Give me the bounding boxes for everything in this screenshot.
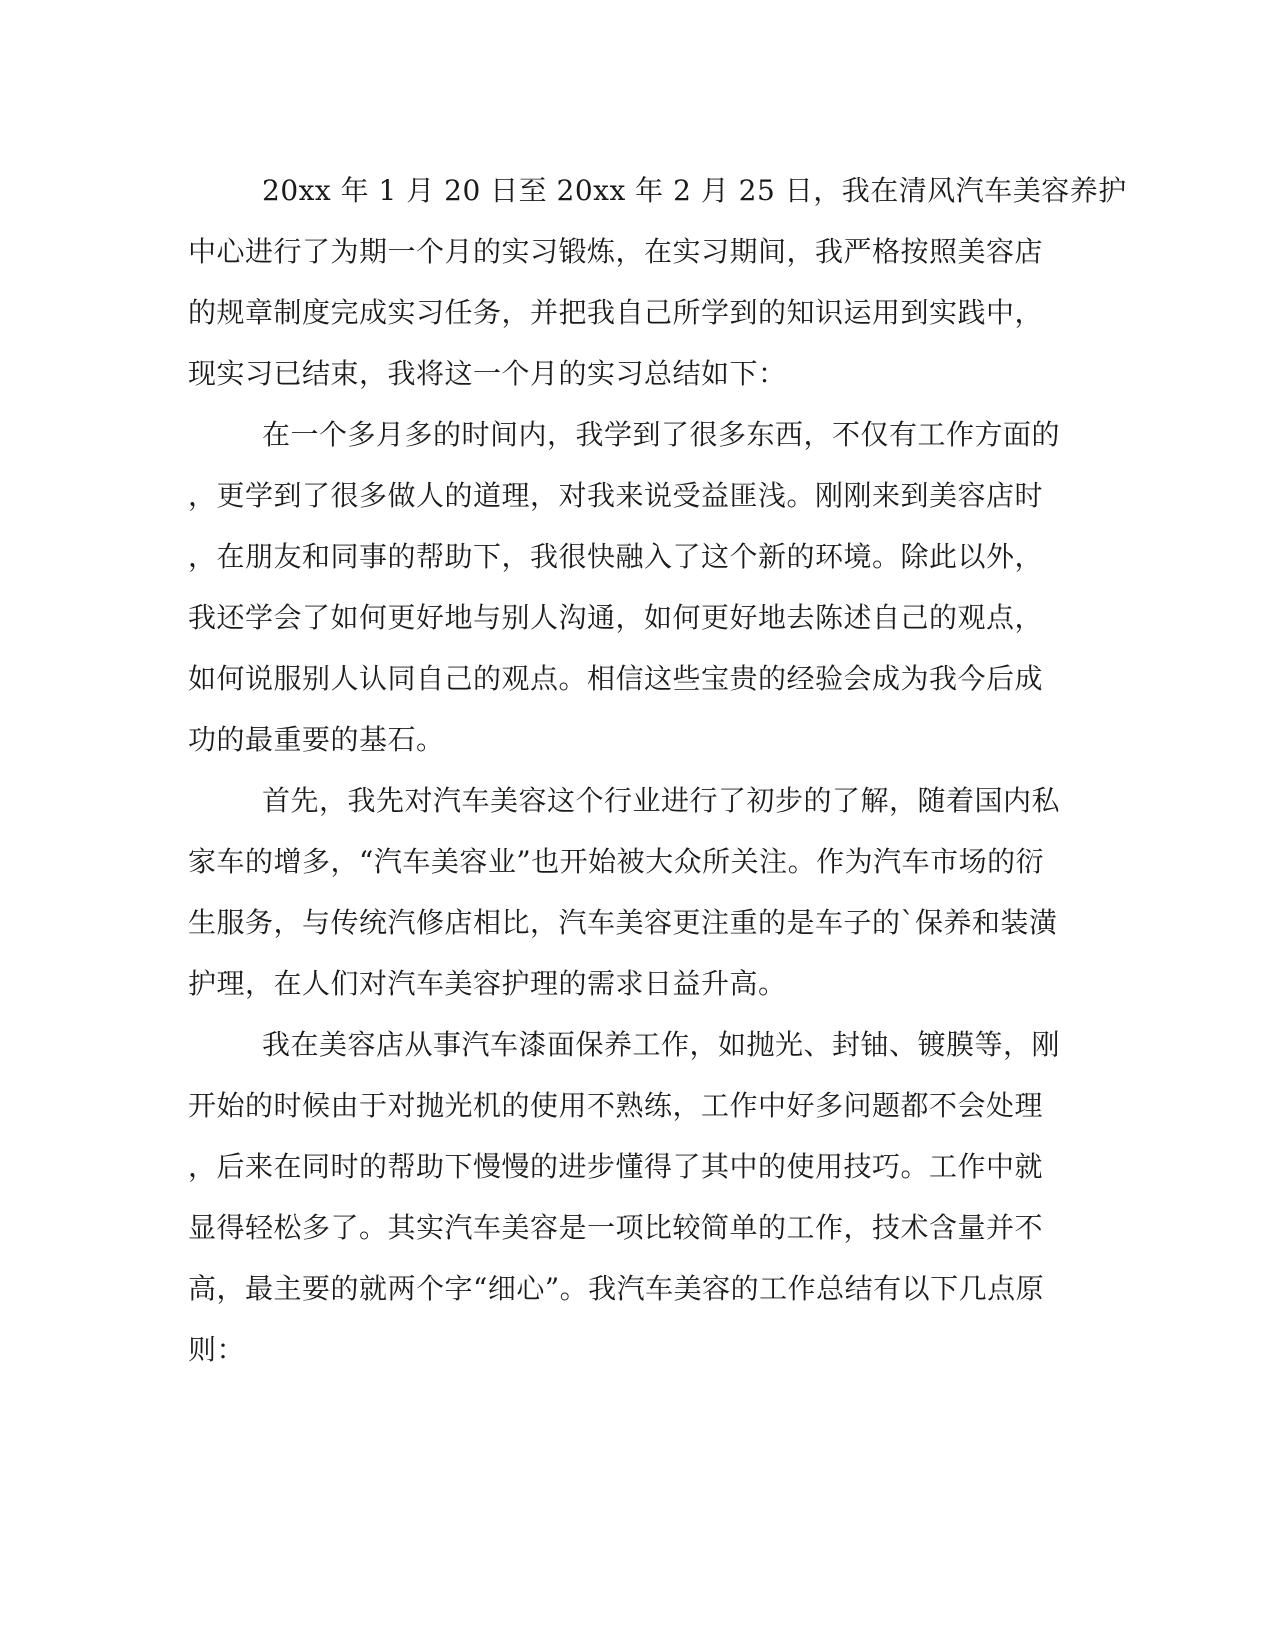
paragraph-line: 20xx 年 1 月 20 日至 20xx 年 2 月 25 日，我在清风汽车美容养护 (262, 174, 1127, 207)
paragraph-line: ，在朋友和同事的帮助下，我很快融入了这个新的环境。除此以外， (188, 540, 1044, 573)
paragraph-2 (188, 404, 1068, 770)
paragraph-3 (188, 770, 1068, 1014)
paragraph-line: 家车的增多，“汽车美容业”也开始被大众所关注。作为汽车市场的衍 (188, 845, 1045, 878)
paragraph-line: 护理，在人们对汽车美容护理的需求日益升高。 (188, 967, 787, 1000)
paragraph-line: 首先，我先对汽车美容这个行业进行了初步的了解，随着国内私 (262, 784, 1061, 817)
paragraph-line: 如何说服别人认同自己的观点。相信这些宝贵的经验会成为我今后成 (188, 662, 1044, 695)
paragraph-line: 我在美容店从事汽车漆面保养工作，如抛光、封铀、镀膜等，刚 (262, 1028, 1061, 1061)
paragraph-line: ，更学到了很多做人的道理，对我来说受益匪浅。刚刚来到美容店时 (188, 479, 1044, 512)
paragraph-line: 我还学会了如何更好地与别人沟通，如何更好地去陈述自己的观点， (188, 601, 1044, 634)
paragraph-line: 的规章制度完成实习任务，并把我自己所学到的知识运用到实践中， (188, 296, 1044, 329)
paragraph-line: 生服务，与传统汽修店相比，汽车美容更注重的是车子的`保养和装潢 (188, 906, 1058, 939)
paragraph-line: 开始的时候由于对抛光机的使用不熟练，工作中好多问题都不会处理 (188, 1089, 1044, 1122)
document-body (188, 160, 1127, 1380)
paragraph-line: 中心进行了为期一个月的实习锻炼，在实习期间，我严格按照美容店 (188, 235, 1044, 268)
paragraph-line: 现实习已结束，我将这一个月的实习总结如下： (188, 357, 787, 390)
paragraph-line: 高，最主要的就两个字“细心”。我汽车美容的工作总结有以下几点原 (188, 1272, 1045, 1305)
paragraph-line: 功的最重要的基石。 (188, 723, 445, 756)
paragraph-line: 显得轻松多了。其实汽车美容是一项比较简单的工作，技术含量并不 (188, 1211, 1044, 1244)
paragraph-line: 则： (188, 1333, 246, 1366)
paragraph-4 (188, 1014, 1068, 1380)
paragraph-line: ，后来在同时的帮助下慢慢的进步懂得了其中的使用技巧。工作中就 (188, 1150, 1044, 1183)
paragraph-line: 在一个多月多的时间内，我学到了很多东西，不仅有工作方面的 (262, 418, 1061, 451)
paragraph-1 (188, 160, 1127, 404)
